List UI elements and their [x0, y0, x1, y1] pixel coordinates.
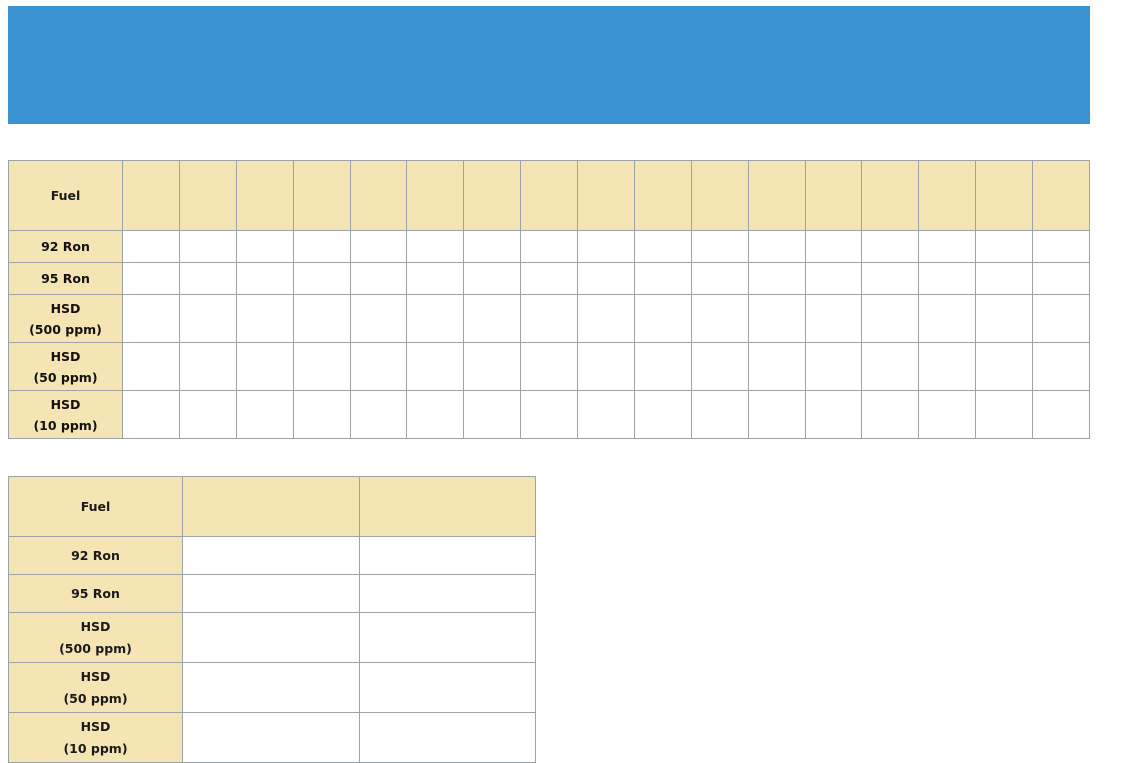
price-cell [1033, 295, 1090, 343]
price-cell [976, 343, 1033, 391]
price-cell [236, 231, 293, 263]
city-header [521, 161, 578, 231]
title-banner [8, 6, 1090, 124]
price-cell [976, 295, 1033, 343]
price-row [9, 575, 536, 613]
price-cell [521, 295, 578, 343]
fuel-type-name: HSD [80, 668, 111, 684]
fuel-type-name: HSD [50, 348, 81, 364]
fuel-column-header [9, 161, 123, 231]
price-cell [521, 343, 578, 391]
fuel-type-name: 95 Ron [41, 271, 90, 286]
price-cell [862, 391, 919, 439]
price-cell [976, 391, 1033, 439]
fuel-type-cell [9, 295, 123, 343]
price-cell [862, 343, 919, 391]
price-cell [183, 575, 360, 613]
fuel-header-en: Fuel [80, 498, 111, 514]
price-cell [179, 231, 236, 263]
price-cell [748, 231, 805, 263]
fuel-type-cell [9, 537, 183, 575]
price-cell [862, 295, 919, 343]
price-cell [350, 343, 407, 391]
price-cell [183, 663, 360, 713]
fuel-type-cell [9, 263, 123, 295]
price-cell [805, 391, 862, 439]
price-row [9, 231, 1090, 263]
retail-price-table [8, 160, 1090, 439]
fuel-type-grade: (10 ppm) [63, 740, 128, 756]
price-cell [123, 343, 180, 391]
price-cell [123, 231, 180, 263]
city-header [293, 161, 350, 231]
city-header [464, 161, 521, 231]
fuel-type-cell [9, 613, 183, 663]
price-cell [578, 295, 635, 343]
price-cell [293, 295, 350, 343]
price-cell [919, 295, 976, 343]
price-cell [521, 263, 578, 295]
price-cell [691, 263, 748, 295]
price-cell [407, 391, 464, 439]
retail-header-row [9, 161, 1090, 231]
city-header [634, 161, 691, 231]
price-cell [183, 713, 360, 763]
price-cell [578, 391, 635, 439]
price-cell [359, 663, 536, 713]
price-cell [236, 343, 293, 391]
price-cell [691, 343, 748, 391]
price-cell [634, 263, 691, 295]
city-header [183, 477, 360, 537]
price-row [9, 295, 1090, 343]
city-header [862, 161, 919, 231]
price-cell [464, 391, 521, 439]
price-cell [350, 263, 407, 295]
price-cell [976, 231, 1033, 263]
price-cell [350, 231, 407, 263]
price-cell [862, 231, 919, 263]
price-cell [805, 263, 862, 295]
fuel-type-name: HSD [80, 618, 111, 634]
price-cell [578, 263, 635, 295]
price-cell [634, 391, 691, 439]
price-cell [407, 343, 464, 391]
price-cell [1033, 263, 1090, 295]
price-row [9, 391, 1090, 439]
price-cell [919, 343, 976, 391]
price-cell [179, 343, 236, 391]
price-cell [634, 231, 691, 263]
fuel-column-header [9, 477, 183, 537]
price-cell [748, 263, 805, 295]
city-header [976, 161, 1033, 231]
wholesale-price-table [8, 476, 536, 763]
price-cell [464, 231, 521, 263]
price-cell [578, 343, 635, 391]
wholesale-header-row [9, 477, 536, 537]
price-cell [691, 391, 748, 439]
fuel-type-cell [9, 713, 183, 763]
price-cell [236, 391, 293, 439]
city-header [691, 161, 748, 231]
price-cell [976, 263, 1033, 295]
price-cell [1033, 391, 1090, 439]
city-header [407, 161, 464, 231]
price-cell [350, 391, 407, 439]
fuel-type-grade: (50 ppm) [63, 690, 128, 706]
price-cell [183, 537, 360, 575]
price-cell [236, 263, 293, 295]
price-cell [359, 575, 536, 613]
price-cell [748, 391, 805, 439]
fuel-type-name: HSD [50, 300, 81, 316]
fuel-type-name: 92 Ron [71, 547, 120, 563]
price-cell [805, 295, 862, 343]
price-row [9, 663, 536, 713]
price-cell [123, 295, 180, 343]
price-cell [123, 391, 180, 439]
price-row [9, 263, 1090, 295]
city-header [359, 477, 536, 537]
fuel-type-cell [9, 663, 183, 713]
price-cell [748, 343, 805, 391]
fuel-type-grade: (500 ppm) [59, 640, 132, 656]
price-cell [293, 343, 350, 391]
price-cell [123, 263, 180, 295]
price-cell [464, 343, 521, 391]
price-cell [919, 263, 976, 295]
price-cell [634, 295, 691, 343]
fuel-type-cell [9, 391, 123, 439]
fuel-type-name: HSD [80, 718, 111, 734]
fuel-type-cell [9, 343, 123, 391]
city-header [236, 161, 293, 231]
price-cell [1033, 343, 1090, 391]
price-cell [748, 295, 805, 343]
price-cell [293, 263, 350, 295]
price-row [9, 537, 536, 575]
price-cell [179, 263, 236, 295]
price-cell [1033, 231, 1090, 263]
price-row [9, 613, 536, 663]
price-cell [464, 295, 521, 343]
price-cell [919, 231, 976, 263]
price-cell [464, 263, 521, 295]
price-cell [407, 263, 464, 295]
price-cell [179, 391, 236, 439]
city-header [123, 161, 180, 231]
price-cell [359, 537, 536, 575]
price-row [9, 713, 536, 763]
price-cell [359, 613, 536, 663]
price-cell [350, 295, 407, 343]
price-cell [691, 295, 748, 343]
city-header [805, 161, 862, 231]
price-cell [293, 231, 350, 263]
city-header [578, 161, 635, 231]
price-cell [293, 391, 350, 439]
price-cell [407, 295, 464, 343]
price-cell [862, 263, 919, 295]
price-row [9, 343, 1090, 391]
fuel-type-cell [9, 231, 123, 263]
fuel-type-name: HSD [50, 396, 81, 412]
price-cell [521, 231, 578, 263]
price-cell [179, 295, 236, 343]
price-cell [691, 231, 748, 263]
city-header [919, 161, 976, 231]
price-cell [236, 295, 293, 343]
fuel-type-cell [9, 575, 183, 613]
city-header [748, 161, 805, 231]
price-cell [805, 343, 862, 391]
fuel-type-grade: (50 ppm) [33, 369, 98, 385]
price-cell [407, 231, 464, 263]
price-cell [521, 391, 578, 439]
city-header [179, 161, 236, 231]
fuel-type-name: 92 Ron [41, 239, 90, 254]
fuel-type-grade: (10 ppm) [33, 417, 98, 433]
city-header [350, 161, 407, 231]
price-cell [359, 713, 536, 763]
fuel-type-grade: (500 ppm) [29, 321, 102, 337]
price-cell [634, 343, 691, 391]
fuel-header-en: Fuel [50, 187, 81, 203]
city-header [1033, 161, 1090, 231]
price-cell [805, 231, 862, 263]
price-cell [183, 613, 360, 663]
fuel-type-name: 95 Ron [71, 585, 120, 601]
price-cell [919, 391, 976, 439]
price-cell [578, 231, 635, 263]
